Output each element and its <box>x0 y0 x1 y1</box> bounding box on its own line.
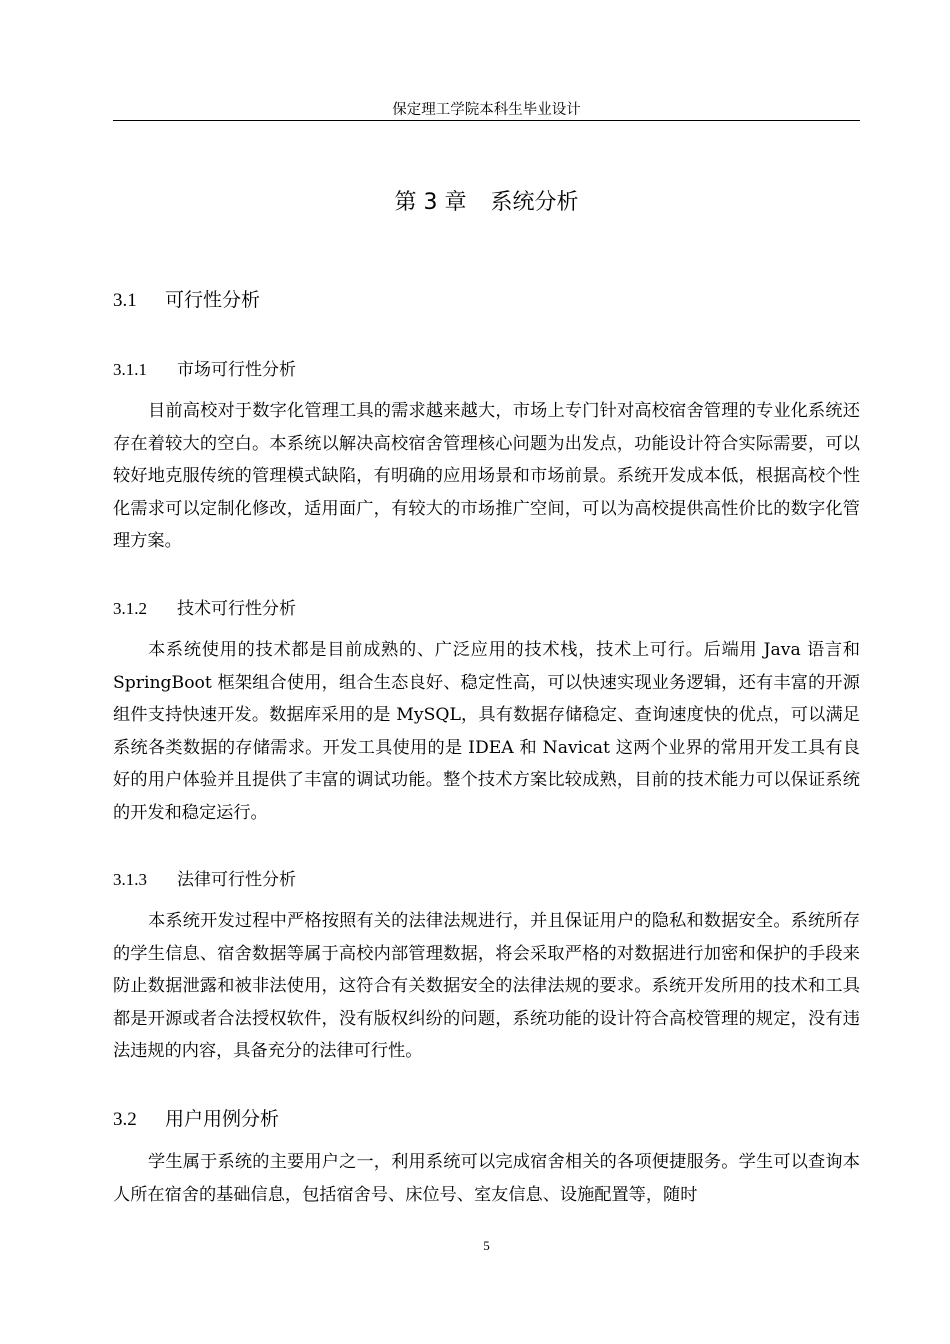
section-number: 3.1.3 <box>113 870 147 889</box>
section-title: 技术可行性分析 <box>177 599 296 619</box>
page-number: 5 <box>483 1238 490 1253</box>
section-heading-3-1-3 <box>113 868 296 892</box>
section-title: 法律可行性分析 <box>177 870 296 890</box>
section-heading-3-1 <box>113 287 260 314</box>
chapter-title <box>113 188 860 218</box>
section-title: 用户用例分析 <box>165 1108 280 1130</box>
section-heading-3-1-2 <box>113 597 296 621</box>
paragraph-use-case: 学生属于系统的主要用户之一，利用系统可以完成宿舍相关的各项便捷服务。学生可以查询本人所在宿舍的基础信息，包括宿舍号、床位号、室友信息、设施配置等，随时 <box>113 1152 860 1205</box>
section-heading-3-2 <box>113 1106 279 1133</box>
paragraph-technical-feasibility: 本系统使用的技术都是目前成熟的、广泛应用的技术栈，技术上可行。后端用 Java 语言和 SpringBoot 框架组合使用，组合生态良好、稳定性高，可以快速实现业务逻辑，还有丰富的开源组件支持快速开发。数据库采用的是 MySQL，具有数据存储稳定、查询速度快的优点，可以满足系统各类数据的存储需求。开发工具使用的是 IDEA 和 Navicat 这两个业界的常用开发工具有良好的用户体验并且提供了丰富的调试功能。整个技术方案比较成熟，目前的技术能力可以保证系统的开发和稳定运行。 <box>113 640 860 823</box>
section-heading-3-1-1 <box>113 358 296 382</box>
chapter-name: 系统分析 <box>490 190 579 215</box>
header-rule <box>113 120 860 121</box>
paragraph-market-feasibility: 目前高校对于数字化管理工具的需求越来越大，市场上专门针对高校宿舍管理的专业化系统还存在着较大的空白。本系统以解决高校宿舍管理核心问题为出发点，功能设计符合实际需要，可以较好地克服传统的管理模式缺陷，有明确的应用场景和市场前景。系统开发成本低，根据高校个性化需求可以定制化修改，适用面广，有较大的市场推广空间，可以为高校提供高性价比的数字化管理方案。 <box>113 401 860 551</box>
section-number: 3.2 <box>113 1109 137 1130</box>
section-number: 3.1 <box>113 290 137 311</box>
running-header: 保定理工学院本科生毕业设计 <box>392 102 581 118</box>
section-number: 3.1.1 <box>113 360 147 379</box>
section-title: 可行性分析 <box>165 289 261 311</box>
paragraph-legal-feasibility: 本系统开发过程中严格按照有关的法律法规进行，并且保证用户的隐私和数据安全。系统所存的学生信息、宿舍数据等属于高校内部管理数据，将会采取严格的对数据进行加密和保护的手段来防止数据泄露和被非法使用，这符合有关数据安全的法律法规的要求。系统开发所用的技术和工具都是开源或者合法授权软件，没有版权纠纷的问题，系统功能的设计符合高校管理的规定，没有违法违规的内容，具备充分的法律可行性。 <box>113 911 860 1061</box>
section-number: 3.1.2 <box>113 599 147 618</box>
section-title: 市场可行性分析 <box>177 360 296 380</box>
chapter-number: 第 3 章 <box>394 190 467 215</box>
